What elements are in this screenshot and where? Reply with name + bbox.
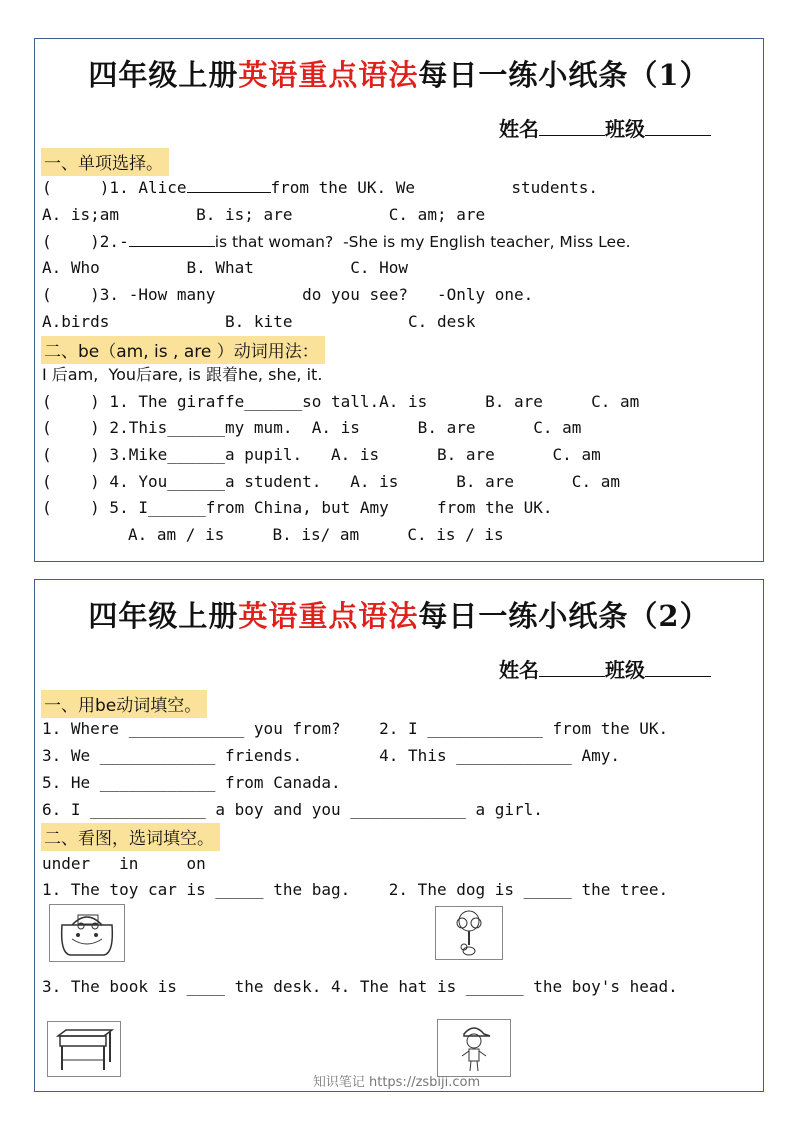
class-label: 班级 xyxy=(605,658,645,682)
section-heading: 二、看图，选词填空。 xyxy=(41,823,220,851)
section-heading: 一、单项选择。 xyxy=(41,148,169,176)
fill-line: 5. He ____________ from Canada. xyxy=(42,773,341,792)
title-suffix: 每日一练小纸条（2） xyxy=(418,599,710,633)
watermark-footer: 知识笔记 https://zsbiji.com xyxy=(312,1075,481,1090)
fill-line: 6. I ____________ a boy and you ____________ a girl. xyxy=(42,800,543,819)
title-prefix: 四年级上册 xyxy=(88,58,239,92)
fill-line: 1. Where ____________ you from? 2. I ____________ from the UK. xyxy=(42,719,669,738)
desk-icon xyxy=(48,1022,120,1076)
options-line: A. Who B. What C. How xyxy=(42,258,409,277)
answer-blank xyxy=(187,178,271,193)
question-line: ( ) 5. I______from China, but Amy from the UK. xyxy=(42,498,553,517)
name-class-row xyxy=(499,113,711,142)
bag-toy-car-image xyxy=(49,904,125,962)
question-line: ( ) 1. The giraffe______so tall.A. is B. are C. am xyxy=(42,392,640,411)
title-prefix: 四年级上册 xyxy=(88,599,239,633)
name-label: 姓名 xyxy=(499,117,539,141)
question-text: ( )1. Alice xyxy=(42,178,187,197)
name-blank xyxy=(539,117,605,136)
question-line: ( ) 4. You______a student. A. is B. are C. am xyxy=(42,472,620,491)
question-text: from the UK. We students. xyxy=(270,178,599,197)
question-line: ( ) 2.This______my mum. A. is B. are C. am xyxy=(42,418,582,437)
question-line: ( )3. -How many do you see? -Only one. xyxy=(42,285,534,304)
name-class-row xyxy=(499,654,711,683)
options-line: A. am / is B. is/ am C. is / is xyxy=(128,525,504,544)
card-title xyxy=(35,594,763,635)
title-suffix: 每日一练小纸条（1） xyxy=(418,58,710,92)
question-line: ( ) 3.Mike______a pupil. A. is B. are C. am xyxy=(42,445,601,464)
boy-icon xyxy=(438,1020,510,1076)
question-text: ( )2.- xyxy=(42,232,129,251)
title-highlight: 英语重点语法 xyxy=(238,599,419,633)
class-blank xyxy=(645,117,711,136)
word-bank: under in on xyxy=(42,854,206,873)
question-line xyxy=(42,232,631,252)
grammar-rule: I 后am, You后are, is 跟着he, she, it. xyxy=(42,365,323,384)
tree-icon xyxy=(436,907,502,959)
question-line xyxy=(42,178,598,198)
section-heading: 一、用be动词填空。 xyxy=(41,690,207,718)
question-text: is that woman? -She is my English teacher, Miss Lee. xyxy=(214,233,631,251)
section-heading: 二、be（am, is , are ）动词用法： xyxy=(41,336,325,364)
worksheet-card-2 xyxy=(34,579,764,1092)
bag-icon xyxy=(50,905,124,961)
dog-tree-image xyxy=(435,906,503,960)
fill-line: 3. We ____________ friends. 4. This ____________ Amy. xyxy=(42,746,620,765)
class-label: 班级 xyxy=(605,117,645,141)
name-label: 姓名 xyxy=(499,658,539,682)
desk-book-image xyxy=(47,1021,121,1077)
title-highlight: 英语重点语法 xyxy=(238,58,419,92)
class-blank xyxy=(645,658,711,677)
boy-hat-image xyxy=(437,1019,511,1077)
picture-question-line: 1. The toy car is _____ the bag. 2. The dog is _____ the tree. xyxy=(42,880,669,899)
answer-blank xyxy=(129,232,215,247)
name-blank xyxy=(539,658,605,677)
card-title xyxy=(35,53,763,94)
picture-question-line: 3. The book is ____ the desk. 4. The hat is ______ the boy's head. xyxy=(42,977,678,996)
options-line: A. is;am B. is; are C. am; are xyxy=(42,205,486,224)
worksheet-card-1 xyxy=(34,38,764,562)
options-line: A.birds B. kite C. desk xyxy=(42,312,476,331)
